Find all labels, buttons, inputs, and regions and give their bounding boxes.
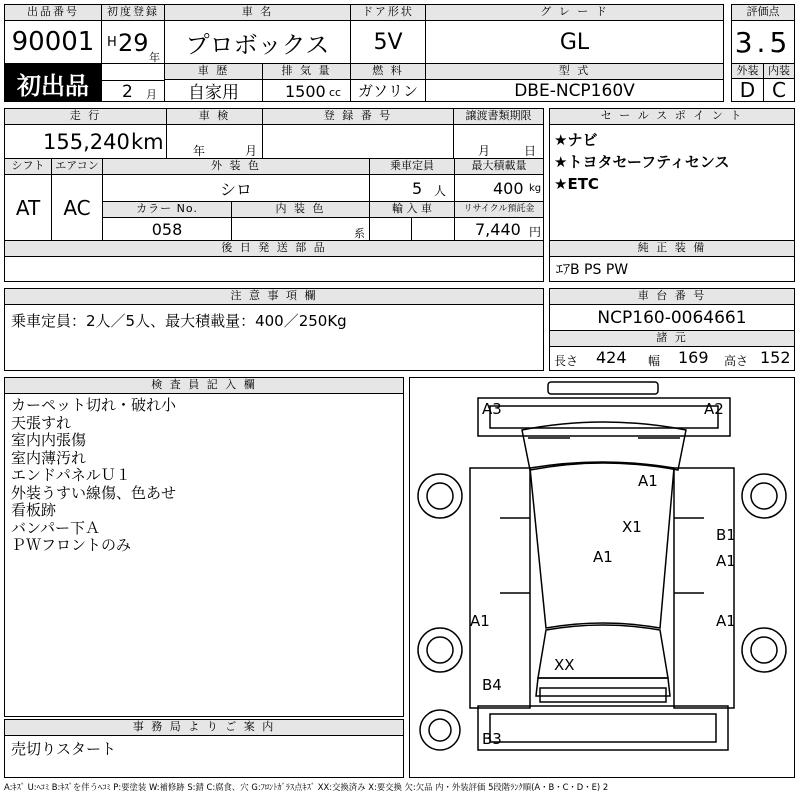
- first-reg-year-cell: [101, 20, 165, 64]
- mileage-label: 走 行: [4, 108, 167, 125]
- height: 152: [760, 348, 791, 367]
- history-label: 車 歴: [164, 63, 263, 80]
- max-load-unit: kg: [529, 183, 542, 194]
- model-code: DBE-NCP160V: [425, 79, 724, 102]
- inspector-line: 天張すれ: [11, 413, 72, 432]
- wheel-rear-right-inner: [751, 637, 777, 663]
- score: 3.5: [731, 20, 795, 64]
- wheel-front-left-outer: [418, 474, 462, 518]
- interior-grade: C: [763, 78, 795, 102]
- chassis-label: 車 台 番 号: [549, 288, 795, 305]
- wheel-front-right-outer: [742, 474, 786, 518]
- exterior-grade: D: [731, 78, 764, 102]
- sales-points-box: [549, 124, 795, 241]
- damage-label: B3: [482, 730, 502, 748]
- legend: A:ｷｽﾞ U:ﾍｺﾐ B:ｷｽﾞを伴うﾍｺﾐ P:要塗装 W:補修跡 S:錆 C:腐食、穴 G:ﾌﾛﾝﾄｶﾞﾗｽ点ｷｽﾞ XX:交換済み X:要交換 欠:欠品 内・外装評価 5段階ﾗﾝｸ順(A・B・C・D・E) 2: [4, 782, 609, 792]
- reg-no-cell: [262, 124, 454, 159]
- rear-panel: [536, 678, 670, 696]
- first-reg-month: 2: [122, 82, 133, 102]
- wheel-rear-left-outer: [418, 628, 462, 672]
- wheel-rear-left-inner: [427, 637, 453, 663]
- transfer-label: 譲渡書類期限: [453, 108, 544, 125]
- color-no: 058: [102, 217, 232, 241]
- damage-label: B4: [482, 676, 502, 694]
- inspector-label: 検 査 員 記 入 欄: [4, 377, 404, 394]
- month-unit: 月: [146, 88, 157, 101]
- damage-label: A3: [482, 400, 502, 418]
- later-parts-box: [4, 256, 544, 282]
- spec-cell: [549, 346, 795, 371]
- length: 424: [596, 348, 627, 367]
- width-label: 幅: [648, 354, 661, 368]
- inspection-year-unit: 年: [193, 144, 206, 158]
- grade: GL: [425, 20, 724, 64]
- damage-label: A1: [470, 612, 490, 630]
- front-panel-inner: [490, 406, 718, 428]
- recycle-deposit: 7,440: [475, 220, 521, 239]
- car-diagram: [409, 377, 795, 778]
- recycle-label: リサイクル預託金: [454, 201, 544, 218]
- genuine-equipment: ｴｱB PS PW: [549, 256, 795, 282]
- first-reg-label: 初度登録: [101, 4, 165, 21]
- max-load: 400: [493, 179, 524, 198]
- import-label: 輸 入 車: [369, 201, 455, 218]
- inspector-line: 室内内張傷: [11, 431, 87, 449]
- length-label: 長さ: [554, 354, 579, 368]
- displacement-label: 排 気 量: [262, 63, 351, 80]
- notes-label: 注 意 事 項 欄: [4, 288, 544, 305]
- first-reg-year: 29: [118, 29, 149, 57]
- model-label: 型 式: [425, 63, 724, 80]
- wheel-front-left-inner: [427, 483, 453, 509]
- interior-label: 内装: [763, 63, 795, 79]
- displacement-unit: cc: [329, 86, 342, 99]
- max-load-cell: [454, 174, 544, 202]
- inspector-line: カーペット切れ・破れ小: [11, 396, 177, 414]
- inspector-line: ＰＷフロントのみ: [11, 536, 132, 554]
- genuine-label: 純 正 装 備: [549, 240, 795, 257]
- exterior-label: 外装: [731, 63, 764, 79]
- inspection-cell: [166, 124, 263, 159]
- front-bumper-top: [548, 382, 658, 394]
- shift-label: シフト: [4, 158, 52, 175]
- listing-no-label: 出品番号: [4, 4, 102, 21]
- transfer-cell: [453, 124, 544, 159]
- later-parts-label: 後 日 発 送 部 品: [4, 240, 544, 257]
- transfer-day-unit: 日: [524, 144, 537, 158]
- windshield: [522, 422, 686, 470]
- damage-label: A1: [593, 548, 613, 566]
- capacity-cell: [369, 174, 455, 202]
- recycle-unit: 円: [529, 225, 542, 239]
- inspector-line: バンパー下Ａ: [11, 518, 100, 537]
- spare-wheel-outer: [420, 710, 460, 750]
- wheel-front-right-inner: [751, 483, 777, 509]
- color-no-label: カラー No.: [102, 201, 232, 218]
- chassis-no: NCP160-0064661: [549, 304, 795, 331]
- notes-text: 乗車定員：2人／5人、最大積載量：400／250Kg: [4, 304, 544, 371]
- inspector-line: エンドパネルＵ１: [11, 466, 131, 484]
- door-type: 5V: [350, 20, 426, 64]
- damage-label: A1: [716, 552, 736, 570]
- damage-label: XX: [554, 656, 575, 674]
- damage-label: A2: [704, 400, 724, 418]
- import-cell-a: [369, 217, 412, 241]
- rear-bumper: [540, 688, 666, 702]
- first-listing-badge: 初出品: [4, 64, 102, 102]
- shift: AT: [4, 174, 52, 241]
- left-side-panel: [470, 468, 530, 708]
- car-name: プロボックス: [164, 20, 351, 64]
- right-side-panel: [674, 468, 734, 708]
- year-unit: 年: [149, 51, 160, 64]
- era: H: [107, 35, 117, 50]
- damage-label: B1: [716, 526, 736, 544]
- damage-label: A1: [638, 472, 658, 490]
- sales-point-item: ★ETC: [554, 175, 599, 193]
- damage-label: A1: [716, 612, 736, 630]
- inspection-month-unit: 月: [245, 144, 258, 158]
- interior-color-label: 内 装 色: [231, 201, 370, 218]
- reg-no-label: 登 録 番 号: [262, 108, 454, 125]
- import-cell-b: [411, 217, 455, 241]
- car-outline-svg: [410, 378, 794, 777]
- spec-label: 諸 元: [549, 330, 795, 347]
- history: 自家用: [164, 79, 263, 102]
- exterior-color-label: 外 装 色: [102, 158, 370, 175]
- front-panel-outer: [478, 398, 730, 436]
- inspector-line: 外装うすい線傷、色あせ: [11, 483, 177, 502]
- max-load-label: 最大積載量: [454, 158, 544, 175]
- mileage: 155,240: [43, 130, 130, 154]
- sales-points-label: セ ー ル ス ポ イ ン ト: [549, 108, 795, 125]
- interior-suffix: 系: [354, 227, 365, 240]
- mileage-unit: km: [131, 130, 164, 154]
- transfer-month-unit: 月: [478, 144, 491, 158]
- displacement: 1500: [285, 82, 326, 101]
- sales-point-item: ★トヨタセーフティセンス: [554, 153, 730, 171]
- office-label: 事 務 局 よ り ご 案 内: [4, 719, 404, 736]
- car-name-label: 車 名: [164, 4, 351, 21]
- fuel: ガソリン: [350, 79, 426, 102]
- displacement-cell: [262, 79, 351, 102]
- rear-body: [478, 706, 728, 750]
- office-text: 売切りスタート: [4, 735, 404, 778]
- exterior-color: シロ: [102, 174, 370, 202]
- capacity-label: 乗車定員: [369, 158, 455, 175]
- interior-color-cell: [231, 217, 370, 241]
- inspector-line: 看板跡: [11, 501, 57, 519]
- listing-no: 90001: [4, 20, 102, 64]
- ac: AC: [51, 174, 103, 241]
- first-reg-spacer: [101, 63, 165, 81]
- wheel-rear-right-outer: [742, 628, 786, 672]
- damage-label: X1: [622, 518, 642, 536]
- recycle-cell: [454, 217, 544, 241]
- mileage-cell: [4, 124, 167, 159]
- rear-inner: [490, 714, 716, 742]
- inspection-label: 車 検: [166, 108, 263, 125]
- width: 169: [678, 348, 709, 367]
- capacity-unit: 人: [434, 184, 447, 198]
- door-label: ドア形状: [350, 4, 426, 21]
- inspector-line: 室内薄汚れ: [11, 448, 87, 467]
- sales-point-item: ★ナビ: [554, 131, 598, 149]
- score-label: 評価点: [731, 4, 795, 21]
- spare-wheel-inner: [429, 719, 451, 741]
- first-reg-month-cell: [101, 80, 165, 102]
- height-label: 高さ: [724, 354, 749, 368]
- inspector-box: [4, 393, 404, 717]
- capacity: 5: [412, 179, 423, 198]
- fuel-label: 燃 料: [350, 63, 426, 80]
- grade-label: グ レ ー ド: [425, 4, 724, 21]
- ac-label: エアコン: [51, 158, 103, 175]
